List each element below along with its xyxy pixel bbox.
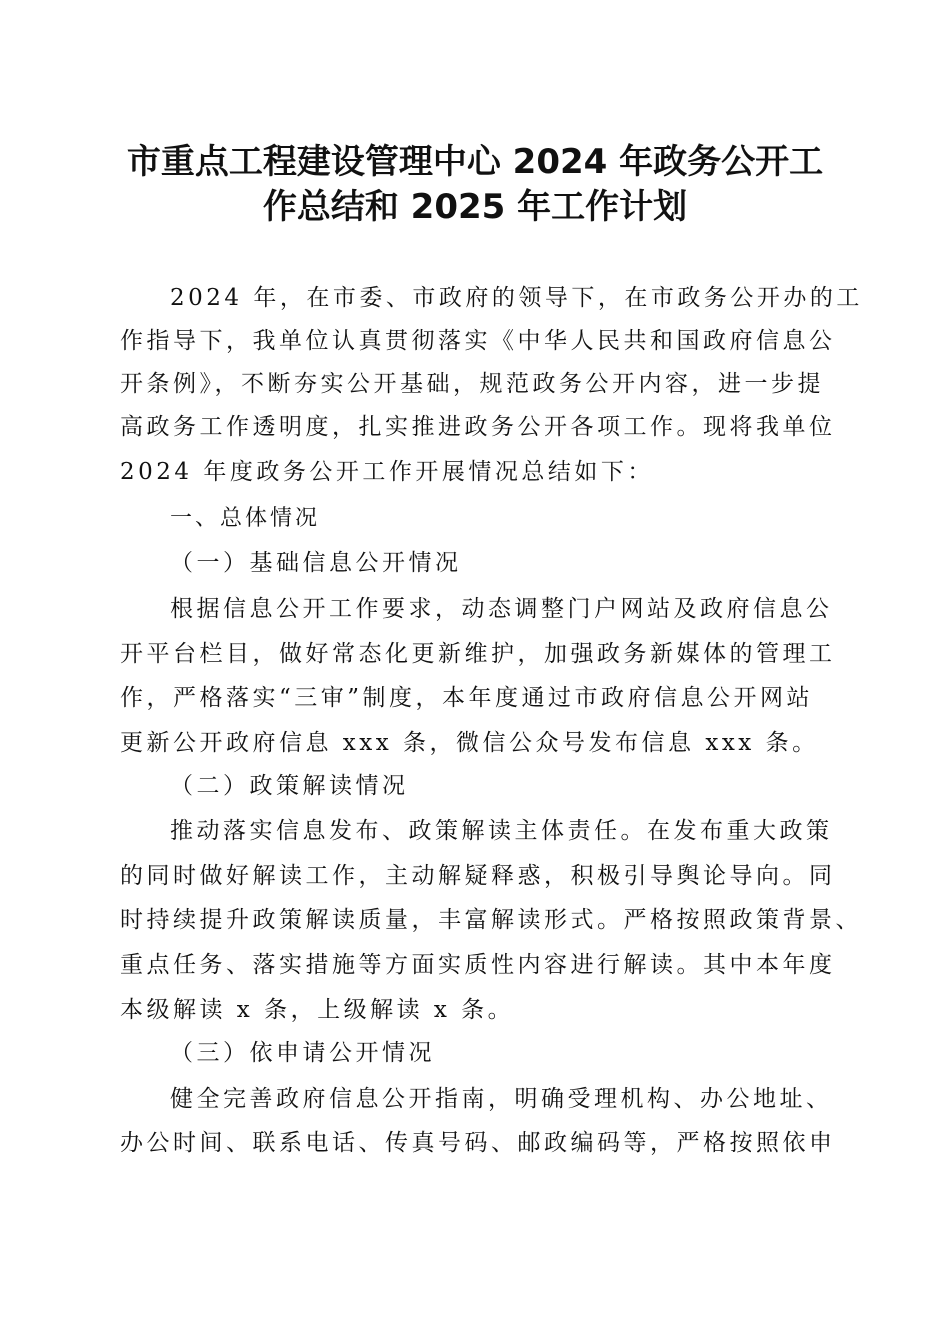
body-line: 的同时做好解读工作，主动解疑释惑，积极引导舆论导向。同 [120, 863, 836, 889]
body-line: 根据信息公开工作要求，动态调整门户网站及政府信息公 [170, 596, 833, 622]
body-line: 作，严格落实“三审”制度，本年度通过市政府信息公开网站 [120, 685, 814, 711]
body-line: 办公时间、联系电话、传真号码、邮政编码等，严格按照依申 [120, 1130, 836, 1156]
subsection-heading-3: （三）依申请公开情况 [170, 1040, 435, 1066]
body-line: 开条例》，不断夯实公开基础，规范政务公开内容，进一步提 [120, 371, 824, 397]
body-line: 2024 年，在市委、市政府的领导下，在市政务公开办的工 [170, 285, 863, 311]
subsection-heading-2: （二）政策解读情况 [170, 773, 409, 799]
document-title-line-2: 作总结和 2025 年工作计划 [262, 187, 688, 227]
body-line: 2024 年度政务公开工作开展情况总结如下： [120, 459, 654, 485]
body-line: 开平台栏目，做好常态化更新维护，加强政务新媒体的管理工 [120, 641, 836, 667]
subsection-heading-1: （一）基础信息公开情况 [170, 550, 462, 576]
body-line: 重点任务、落实措施等方面实质性内容进行解读。其中本年度 [120, 952, 836, 978]
body-line: 推动落实信息发布、政策解读主体责任。在发布重大政策 [170, 818, 833, 844]
section-heading-1: 一、总体情况 [170, 506, 321, 531]
body-line: 高政务工作透明度，扎实推进政务公开各项工作。现将我单位 [120, 414, 836, 440]
body-line: 更新公开政府信息 xxx 条，微信公众号发布信息 xxx 条。 [120, 730, 819, 756]
document-title-line-1: 市重点工程建设管理中心 2024 年政务公开工 [126, 142, 824, 182]
body-line: 作指导下，我单位认真贯彻落实《中华人民共和国政府信息公 [120, 328, 836, 354]
body-line: 本级解读 x 条，上级解读 x 条。 [120, 997, 515, 1023]
body-line: 健全完善政府信息公开指南，明确受理机构、办公地址、 [170, 1086, 833, 1112]
body-line: 时持续提升政策解读质量，丰富解读形式。严格按照政策背景、 [120, 907, 862, 933]
